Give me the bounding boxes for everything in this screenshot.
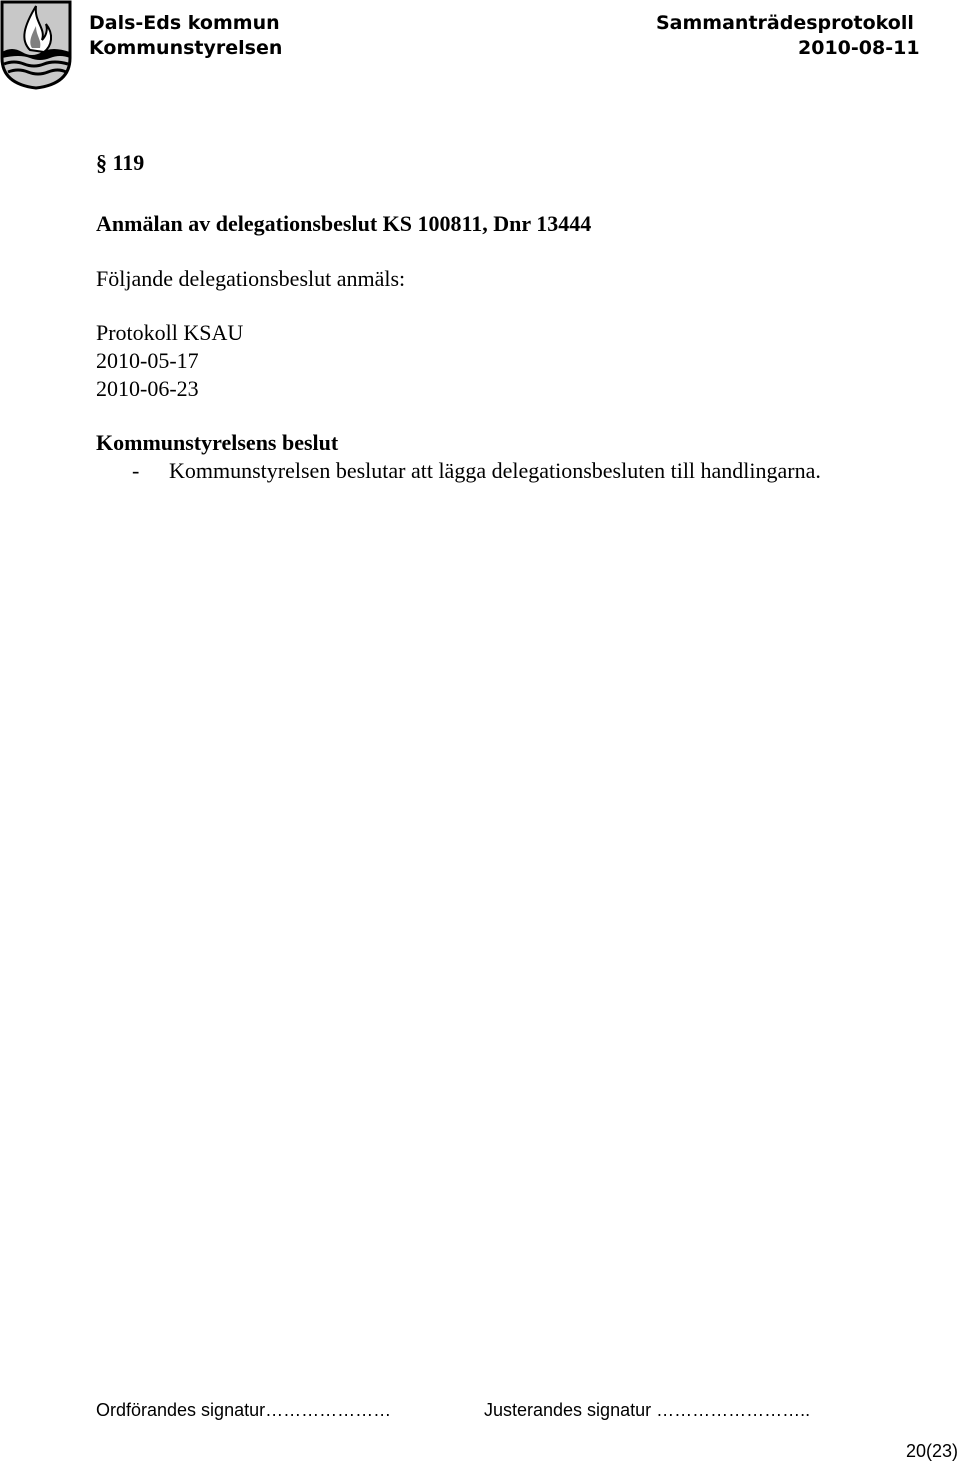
decision-heading: Kommunstyrelsens beslut (96, 430, 339, 455)
board-name: Kommunstyrelsen (89, 37, 283, 59)
chair-signature-line: Ordförandes signatur………………… (96, 1400, 392, 1420)
page-number: 20(23) (906, 1441, 959, 1461)
adjuster-signature-line: Justerandes signatur …………………….. (484, 1400, 811, 1420)
intro-text: Följande delegationsbeslut anmäls: (96, 266, 406, 291)
section-title: Anmälan av delegationsbeslut KS 100811, Dnr 13444 (96, 211, 592, 236)
protocol-date: 2010-05-17 (96, 348, 199, 373)
decision-text: Kommunstyrelsen beslutar att lägga delegationsbesluten till handlingarna. (169, 458, 821, 483)
protocol-date: 2010-06-23 (96, 376, 199, 401)
municipality-coat-of-arms-logo (0, 0, 72, 90)
decision-bullet: - (132, 458, 140, 483)
protocol-heading: Protokoll KSAU (96, 320, 244, 345)
municipality-name: Dals-Eds kommun (89, 12, 280, 34)
document-type: Sammanträdesprotokoll (656, 12, 914, 34)
meeting-date: 2010-08-11 (798, 37, 920, 59)
section-number: § 119 (96, 150, 145, 175)
